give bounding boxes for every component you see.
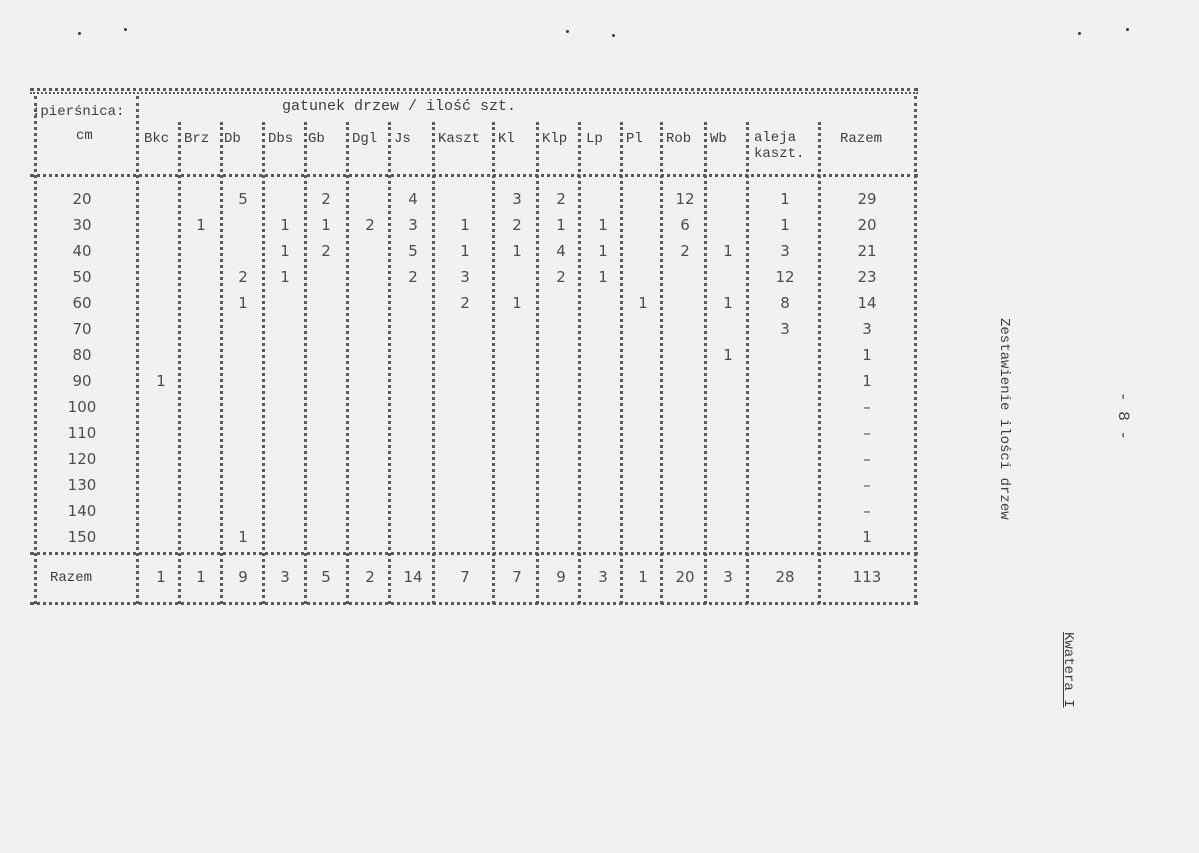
row-diameter-label: 20 [72, 190, 92, 208]
total-row-label: Razem [50, 570, 93, 586]
total-cell: 1 [196, 568, 206, 586]
row-diameter-label: 100 [67, 398, 97, 416]
column-header-wb: Wb [710, 131, 727, 147]
table-cell: 1 [723, 346, 733, 364]
table-cell: 1 [862, 528, 872, 546]
row-diameter-label: 90 [72, 372, 92, 390]
table-cell: 2 [408, 268, 418, 286]
table-cell: 1 [280, 268, 290, 286]
table-cell: 3 [460, 268, 470, 286]
table-rule [30, 602, 918, 605]
table-cell: 1 [780, 190, 790, 208]
table-rule-thin [30, 92, 918, 94]
table-cell: 23 [857, 268, 877, 286]
table-cell: 29 [857, 190, 877, 208]
table-cell: – [863, 450, 871, 468]
table-cell: 1 [512, 294, 522, 312]
table-cell: – [863, 398, 871, 416]
table-cell: 1 [460, 242, 470, 260]
column-header-js: Js [394, 131, 411, 147]
table-cell: 4 [556, 242, 566, 260]
column-header-aleja: aleja kaszt. [754, 130, 805, 162]
table-cell: 1 [280, 242, 290, 260]
speck [612, 34, 615, 37]
row-diameter-label: 50 [72, 268, 92, 286]
table-cell: – [863, 424, 871, 442]
column-separator [620, 122, 623, 604]
column-header-kl: Kl [498, 131, 515, 147]
row-diameter-label: 150 [67, 528, 97, 546]
table-cell: 1 [862, 346, 872, 364]
table-caption: Zestawienie ilości drzew [996, 318, 1012, 520]
table-cell: 1 [598, 268, 608, 286]
table-cell: 1 [598, 216, 608, 234]
speck [1126, 28, 1129, 31]
table-cell: 1 [862, 372, 872, 390]
table-cell: 3 [780, 320, 790, 338]
header-species-group: gatunek drzew / ilość szt. [282, 98, 517, 115]
total-cell: 14 [403, 568, 423, 586]
table-cell: 1 [156, 372, 166, 390]
table-cell: 3 [780, 242, 790, 260]
speck [124, 28, 127, 31]
table-cell: 3 [408, 216, 418, 234]
column-separator [492, 122, 495, 604]
table-cell: 14 [857, 294, 877, 312]
table-cell: 20 [857, 216, 877, 234]
speck [1078, 32, 1081, 35]
row-diameter-label: 80 [72, 346, 92, 364]
total-cell: 1 [638, 568, 648, 586]
speck [78, 32, 81, 35]
table-cell: 2 [365, 216, 375, 234]
row-diameter-label: 30 [72, 216, 92, 234]
column-header-dgl: Dgl [352, 131, 378, 147]
header-diameter-label: :pierśnica: [32, 104, 125, 120]
column-header-gb: Gb [308, 131, 325, 147]
column-header-pl: Pl [626, 131, 643, 147]
table-cell: 1 [238, 528, 248, 546]
table-cell: 5 [238, 190, 248, 208]
table-cell: 1 [196, 216, 206, 234]
table-cell: 12 [775, 268, 795, 286]
table-cell: 1 [280, 216, 290, 234]
row-diameter-label: 130 [67, 476, 97, 494]
table-cell: 6 [680, 216, 690, 234]
table-cell: 1 [723, 294, 733, 312]
total-cell: 9 [238, 568, 248, 586]
table-cell: 4 [408, 190, 418, 208]
table-cell: 1 [723, 242, 733, 260]
column-header-klp: Klp [542, 131, 568, 147]
header-diameter-unit: cm [76, 128, 93, 144]
row-diameter-label: 60 [72, 294, 92, 312]
table-cell: 1 [460, 216, 470, 234]
table-cell: 1 [321, 216, 331, 234]
total-cell: 5 [321, 568, 331, 586]
column-separator [660, 122, 663, 604]
total-cell: 3 [723, 568, 733, 586]
table-cell: 2 [238, 268, 248, 286]
column-header-razem: Razem [840, 131, 883, 147]
table-cell: 1 [598, 242, 608, 260]
column-separator [136, 96, 139, 604]
table-cell: 2 [556, 190, 566, 208]
table-rule [30, 88, 918, 91]
table-cell: 2 [556, 268, 566, 286]
total-cell: 9 [556, 568, 566, 586]
total-cell: 28 [775, 568, 795, 586]
table-cell: – [863, 502, 871, 520]
total-cell: 3 [598, 568, 608, 586]
column-header-bkc: Bkc [144, 131, 170, 147]
total-cell: 7 [512, 568, 522, 586]
table-rule [30, 174, 918, 177]
table-cell: 3 [862, 320, 872, 338]
table-cell: 2 [512, 216, 522, 234]
table-rule [30, 552, 918, 555]
speck [566, 30, 569, 33]
total-cell: 20 [675, 568, 695, 586]
table-cell: 2 [321, 190, 331, 208]
table-cell: 8 [780, 294, 790, 312]
table-cell: 2 [460, 294, 470, 312]
total-cell: 113 [852, 568, 882, 586]
column-header-db: Db [224, 131, 241, 147]
column-separator [346, 122, 349, 604]
table-cell: 1 [512, 242, 522, 260]
page-number: - 8 - [1114, 392, 1132, 441]
section-label: Kwatera I [1060, 632, 1076, 708]
table-cell: – [863, 476, 871, 494]
column-header-brz: Brz [184, 131, 210, 147]
table-cell: 1 [780, 216, 790, 234]
table-cell: 3 [512, 190, 522, 208]
row-diameter-label: 120 [67, 450, 97, 468]
column-header-dbs: Dbs [268, 131, 294, 147]
column-separator [34, 96, 37, 604]
column-separator [914, 96, 917, 604]
row-diameter-label: 40 [72, 242, 92, 260]
table-cell: 5 [408, 242, 418, 260]
row-diameter-label: 70 [72, 320, 92, 338]
table-cell: 2 [680, 242, 690, 260]
total-cell: 2 [365, 568, 375, 586]
table-cell: 2 [321, 242, 331, 260]
table-cell: 21 [857, 242, 877, 260]
table-cell: 1 [238, 294, 248, 312]
column-header-rob: Rob [666, 131, 692, 147]
column-header-lp: Lp [586, 131, 603, 147]
row-diameter-label: 110 [67, 424, 97, 442]
total-cell: 7 [460, 568, 470, 586]
column-separator [388, 122, 391, 604]
row-diameter-label: 140 [67, 502, 97, 520]
total-cell: 1 [156, 568, 166, 586]
table-cell: 1 [638, 294, 648, 312]
total-cell: 3 [280, 568, 290, 586]
column-header-kaszt: Kaszt [438, 131, 481, 147]
column-separator [178, 122, 181, 604]
table-cell: 12 [675, 190, 695, 208]
table-cell: 1 [556, 216, 566, 234]
